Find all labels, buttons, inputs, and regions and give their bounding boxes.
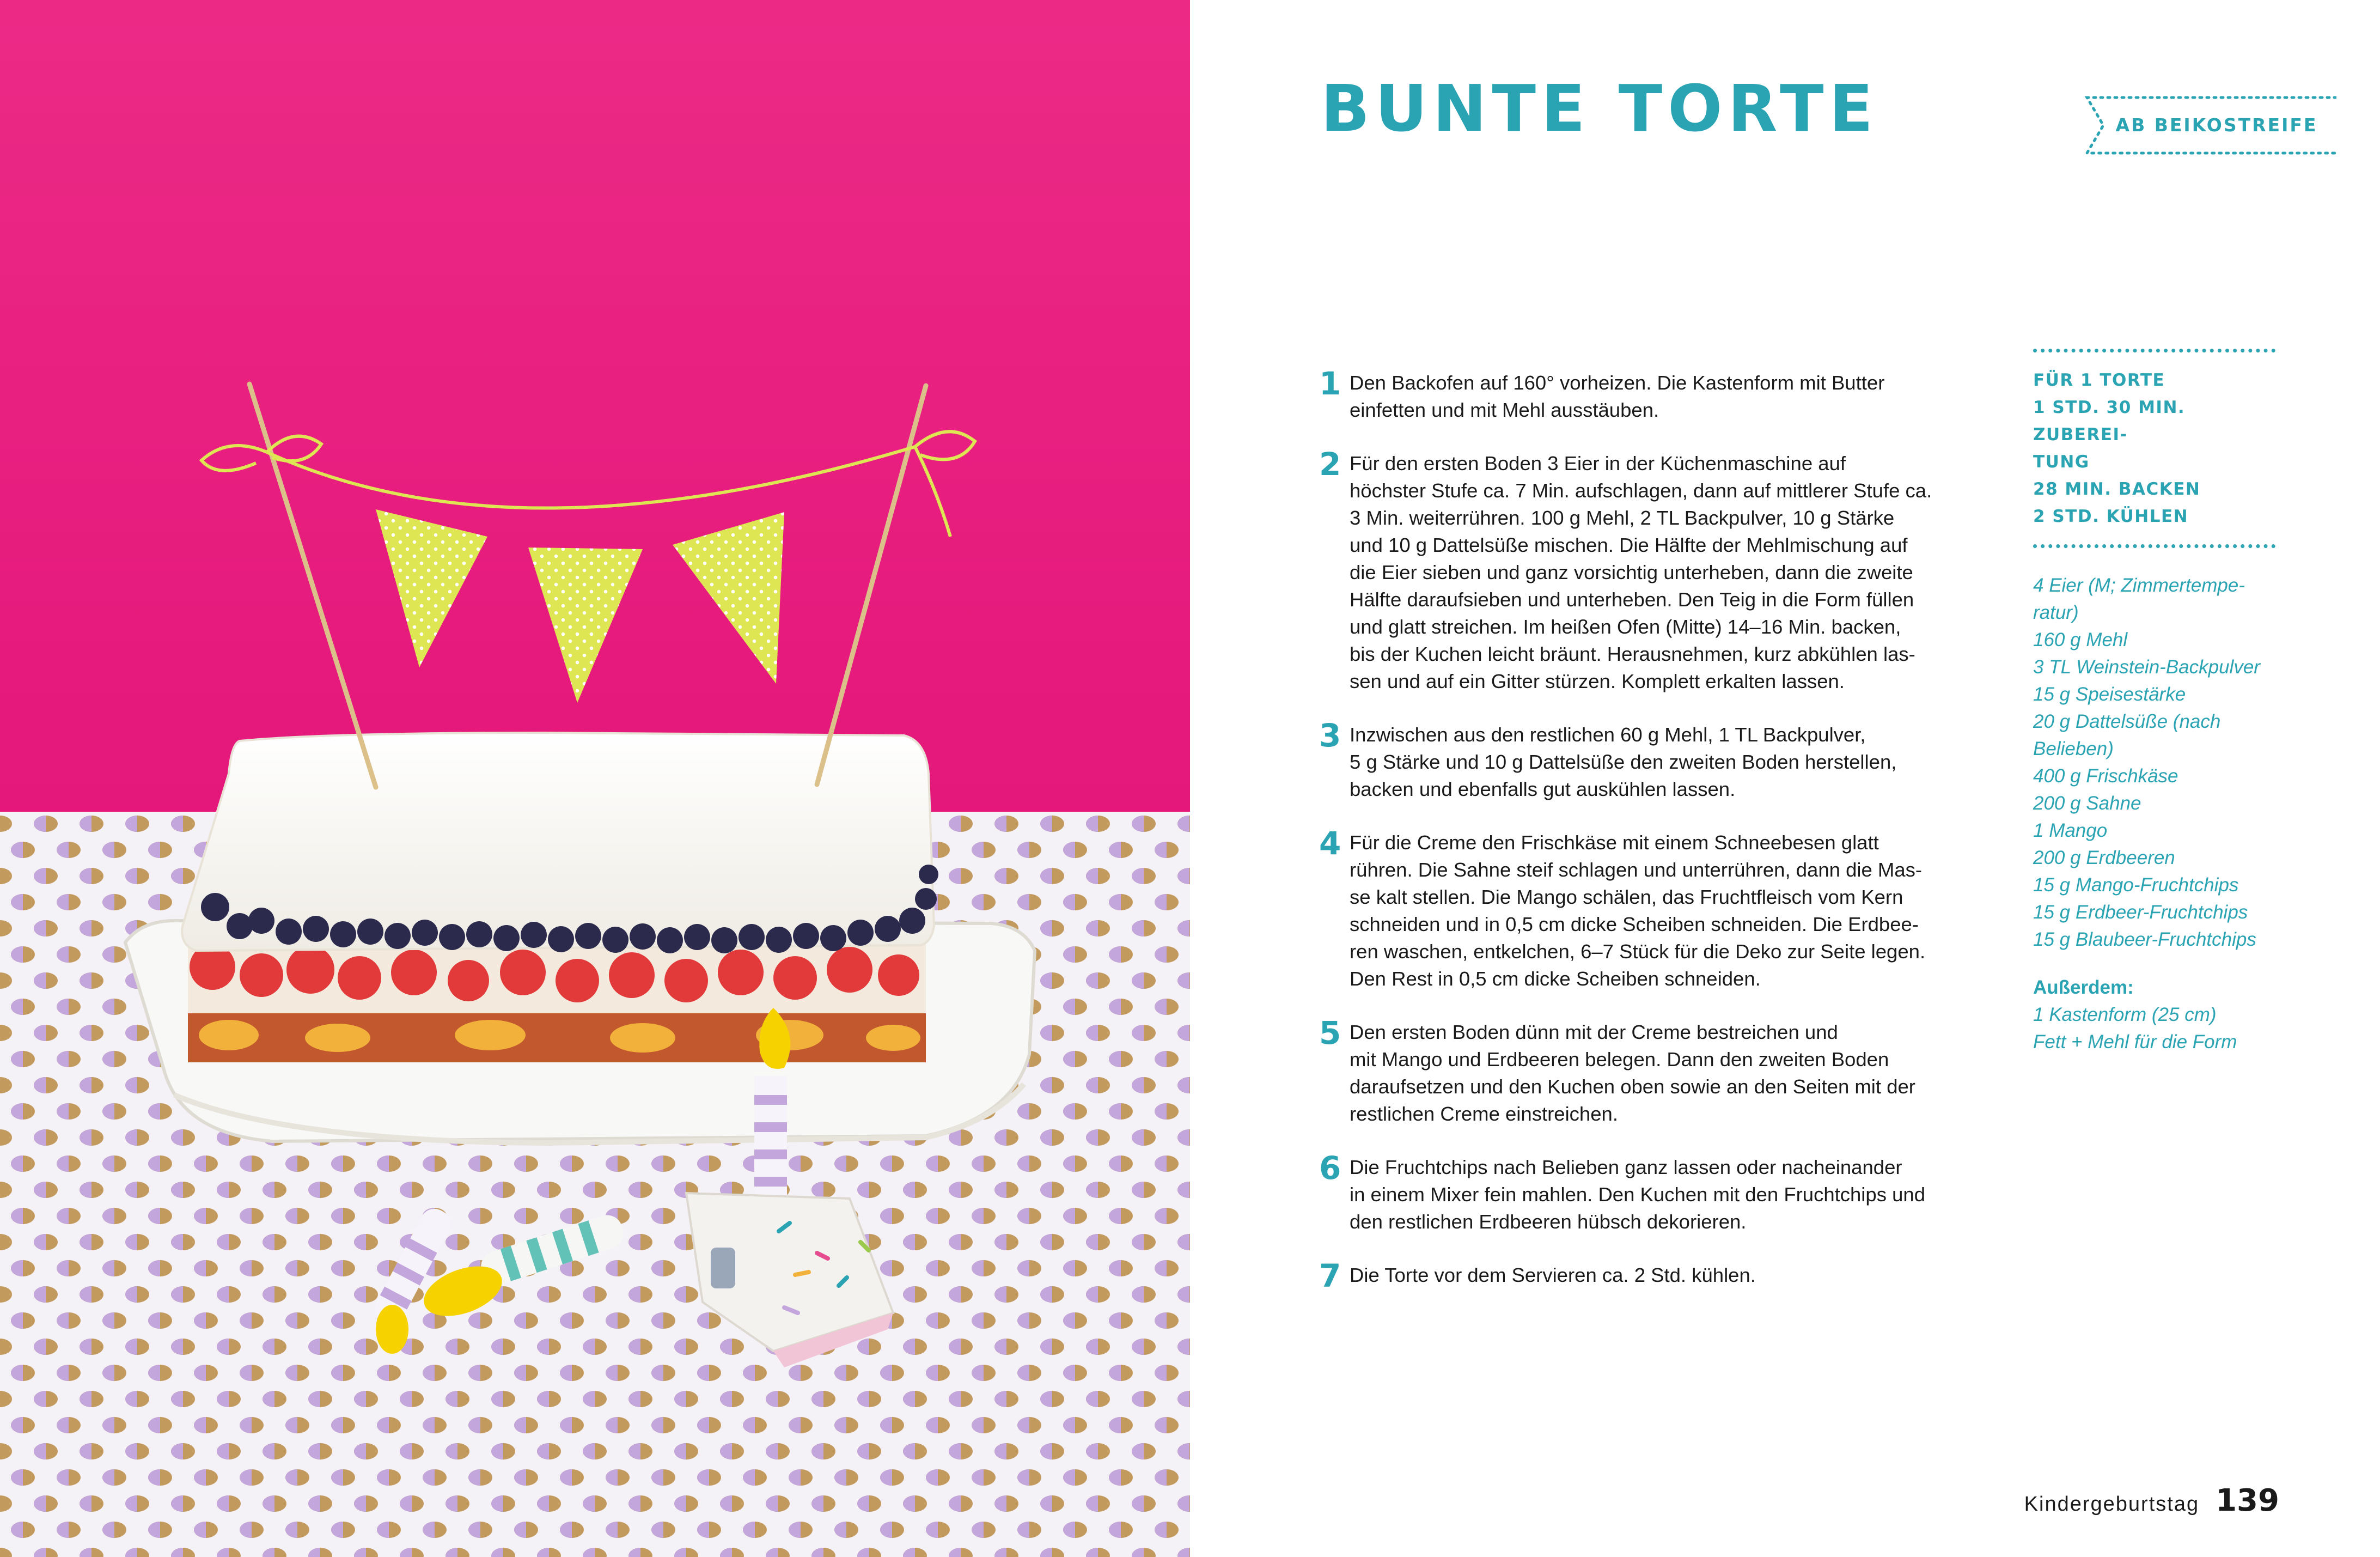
chapter-name: Kindergeburtstag [2024, 1493, 2200, 1516]
ingredient: 3 TL Weinstein-Backpulver [2033, 656, 2260, 678]
recipe-title: BUNTE TORTE [1321, 71, 1879, 146]
recipe-info [2033, 367, 2275, 530]
tag-label: AB BEIKOSTREIFE [2115, 114, 2318, 136]
step-7 [1319, 1257, 1975, 1294]
info-line: 1 STD. 30 MIN. ZUBEREI- [2033, 398, 2186, 445]
step-number: 7 [1319, 1257, 1341, 1294]
dotted-divider [2033, 349, 2275, 352]
step-text: Für den ersten Boden 3 Eier in der Küchenmaschine auf höchster Stufe ca. 7 Min. aufschlagen, dann auf mittlerer Stufe ca. 3 Min. weiterrühren. 100 g Mehl, 2 TL Backpulver, 10 g Stärke und 10 g Dattelsüße mischen. Die Hälfte der Mehlmischung auf die Eier sieben und ganz vorsichtig unterheben, dann die zweite Hälfte daraufsieben und unterheben. Den Teig in die Form füllen und glatt streichen. Im heißen Ofen (Mitte) 14–16 Min. backen, bis der Kuchen leicht bräunt. Herausnehmen, kurz abkühlen las- sen und auf ein Gitter stürzen. Komplett erkalten lassen. [1350, 452, 1932, 692]
preparation-steps [1319, 365, 1975, 1316]
step-text: Die Torte vor dem Servieren ca. 2 Std. kühlen. [1350, 1264, 1756, 1286]
step-number: 4 [1319, 825, 1341, 862]
step-number: 3 [1319, 717, 1341, 754]
ingredient: 15 g Blaubeer-Fruchtchips [2033, 929, 2256, 950]
ingredient: 15 g Erdbeer-Fruchtchips [2033, 902, 2248, 923]
ingredient: 200 g Erdbeeren [2033, 847, 2175, 868]
step-text: Den Backofen auf 160° vorheizen. Die Kastenform mit Butter einfetten und mit Mehl ausstäuben. [1350, 372, 1885, 421]
info-line: TUNG [2033, 452, 2090, 472]
step-1 [1319, 365, 1975, 424]
info-line: FÜR 1 TORTE [2033, 370, 2165, 390]
age-tag [2075, 95, 2336, 155]
fruit-layer [188, 937, 926, 1062]
info-line: 2 STD. KÜHLEN [2033, 507, 2189, 526]
step-text: Die Fruchtchips nach Belieben ganz lassen oder nacheinander in einem Mixer fein mahlen. Den Kuchen mit den Fruchtchips und den restlichen Erdbeeren hübsch dekorieren. [1350, 1156, 1926, 1233]
ingredient: 1 Mango [2033, 820, 2108, 841]
page-number: 139 [2216, 1483, 2279, 1518]
step-number: 1 [1319, 365, 1341, 402]
equipment-item: 1 Kastenform (25 cm) [2033, 1004, 2217, 1025]
ingredient: 20 g Dattelsüße (nach [2033, 711, 2221, 732]
ingredient: 4 Eier (M; Zimmertempe- [2033, 575, 2245, 596]
recipe-page [1190, 0, 2380, 1557]
dotted-divider [2033, 544, 2275, 548]
ingredient: ratur) [2033, 602, 2079, 623]
step-4 [1319, 825, 1975, 993]
recipe-sidebar [2033, 349, 2275, 1056]
info-line: 28 MIN. BACKEN [2033, 479, 2201, 499]
step-text: Den ersten Boden dünn mit der Creme bestreichen und mit Mango und Erdbeeren belegen. Dann den zweiten Boden daraufsetzen und den Kuchen oben sowie an den Seiten mit der restlichen Creme einstreichen. [1350, 1021, 1915, 1125]
ingredient-list [2033, 572, 2275, 953]
ingredient: 200 g Sahne [2033, 793, 2141, 814]
step-6 [1319, 1149, 1975, 1236]
page-footer [2023, 1483, 2279, 1518]
step-3 [1319, 717, 1975, 803]
step-text: Für die Creme den Frischkäse mit einem Schneebesen glatt rühren. Die Sahne steif schlagen und unterrühren, dann die Mas- se kalt stellen. Die Mango schälen, das Fruchtfleisch vom Kern schneiden und in 0,5 cm dicke Scheiben schneiden. Die Erdbee- ren waschen, entkelchen, 6–7 Stück für die Deko zur Seite legen. Den Rest in 0,5 cm dicke Scheiben schneiden. [1350, 831, 1926, 990]
pink-backdrop [0, 0, 1190, 839]
ingredient: 15 g Mango-Fruchtchips [2033, 874, 2239, 896]
step-5 [1319, 1014, 1975, 1128]
ingredient: Belieben) [2033, 738, 2114, 759]
ingredient: 160 g Mehl [2033, 629, 2128, 650]
step-number: 6 [1319, 1149, 1341, 1187]
step-text: Inzwischen aus den restlichen 60 g Mehl, 1 TL Backpulver, 5 g Stärke und 10 g Dattelsüße den zweiten Boden herstellen, backen und ebenfalls gut auskühlen lassen. [1350, 723, 1897, 800]
step-number: 2 [1319, 446, 1341, 483]
extra-equipment [2033, 1001, 2275, 1056]
step-2 [1319, 446, 1975, 695]
ingredient: 15 g Speisestärke [2033, 684, 2186, 705]
equipment-item: Fett + Mehl für die Form [2033, 1031, 2237, 1053]
ingredient: 400 g Frischkäse [2033, 765, 2178, 787]
extra-heading: Außerdem: [2033, 977, 2134, 998]
step-number: 5 [1319, 1014, 1341, 1051]
